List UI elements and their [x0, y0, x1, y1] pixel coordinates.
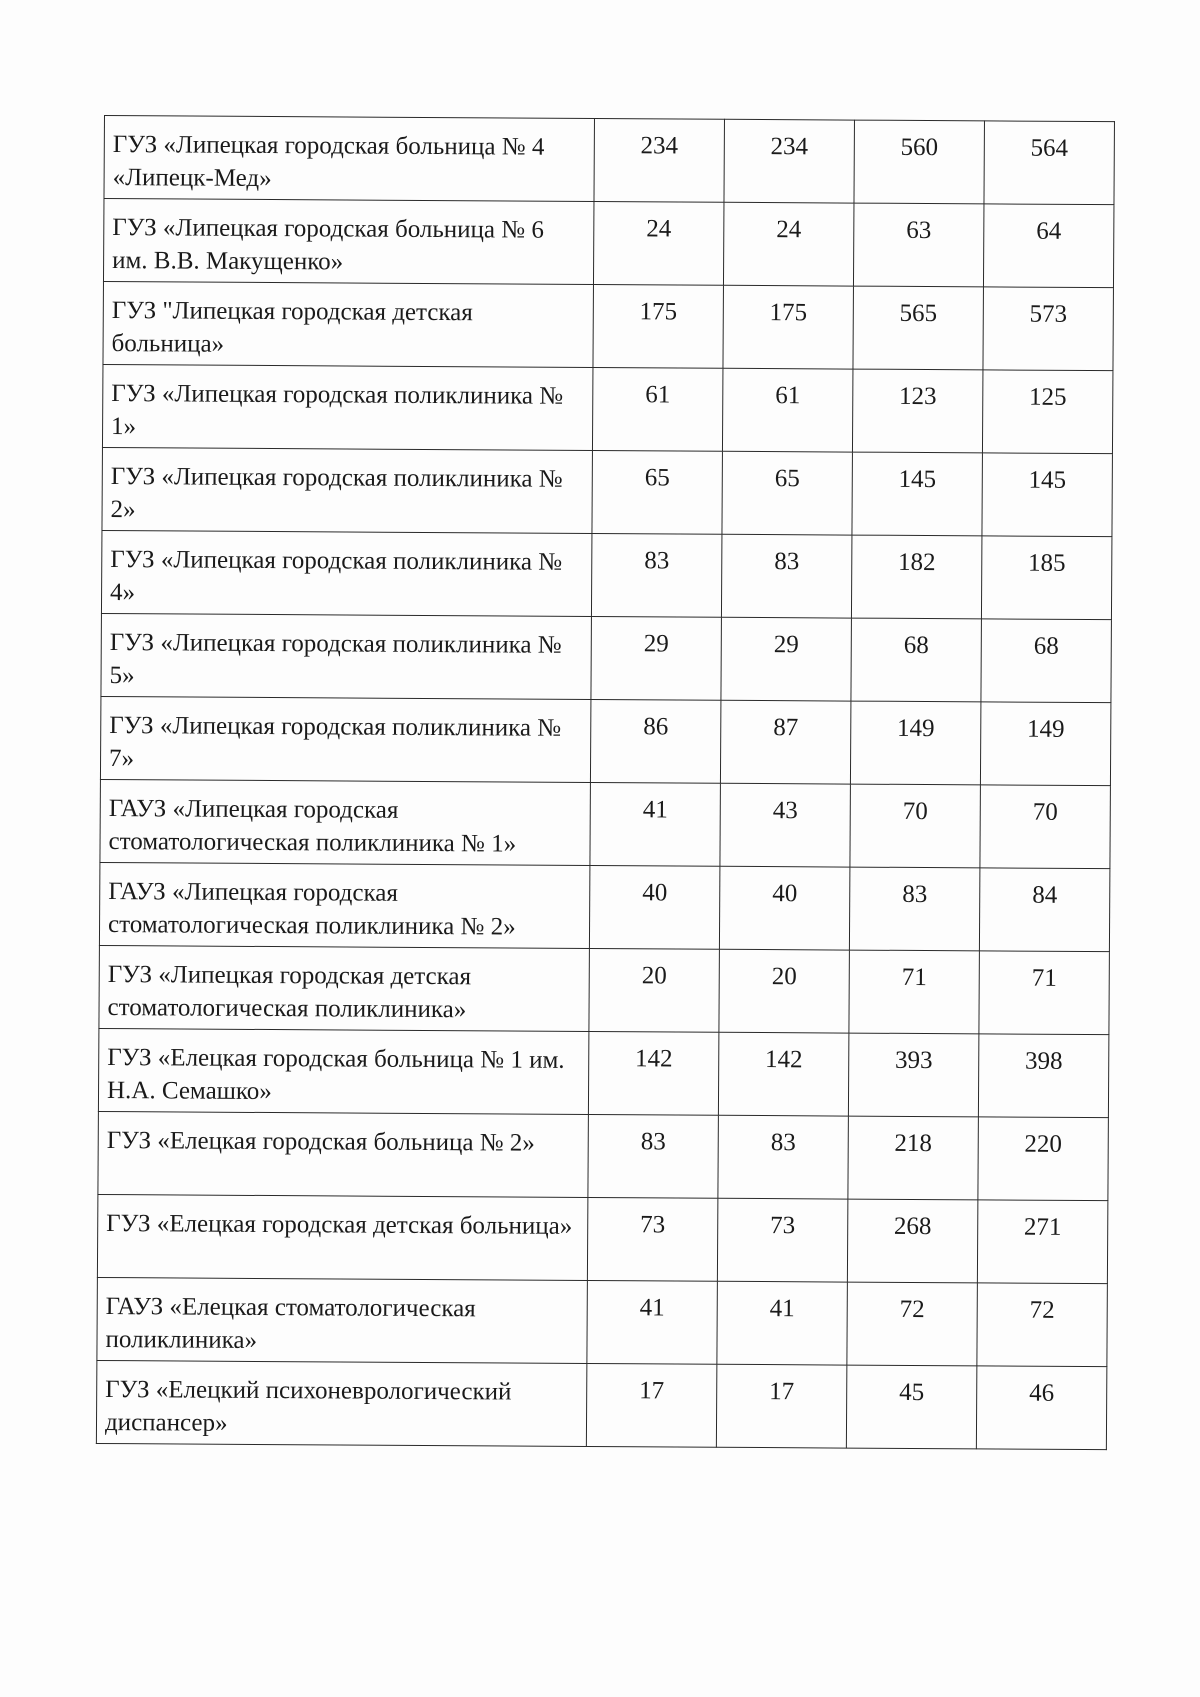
value-cell-col-4: 564	[984, 121, 1115, 205]
institution-name-cell: ГУЗ «Елецкая городская больница № 1 им. Н.А. Семашко»	[98, 1028, 588, 1114]
value-cell-col-3: 68	[851, 618, 982, 702]
institution-name-cell: ГУЗ «Елецкая городская больница № 2»	[98, 1111, 588, 1197]
institution-name-cell: ГАУЗ «Елецкая стоматологическая поликлиника»	[97, 1277, 587, 1363]
value-cell-col-1: 86	[590, 699, 721, 783]
value-cell-col-4: 149	[980, 702, 1111, 786]
table-row	[97, 1277, 1107, 1366]
table-row	[98, 1028, 1108, 1117]
institution-name-cell: ГУЗ "Липецкая городская детская больница»	[103, 281, 593, 367]
table-row	[104, 116, 1114, 205]
table-row	[102, 447, 1112, 536]
value-cell-col-4: 64	[983, 204, 1114, 288]
institution-name-cell: ГАУЗ «Липецкая городская стоматологическая поликлиника № 2»	[99, 862, 589, 948]
value-cell-col-3: 560	[854, 120, 985, 204]
institution-name-cell: ГУЗ «Липецкая городская поликлиника № 1»	[102, 364, 592, 450]
institution-name-cell: ГУЗ «Липецкая городская больница № 4 «Липецк-Мед»	[104, 116, 594, 202]
value-cell-col-3: 72	[847, 1282, 978, 1366]
value-cell-col-3: 218	[848, 1116, 979, 1200]
value-cell-col-2: 41	[717, 1281, 848, 1365]
value-cell-col-2: 24	[723, 202, 854, 286]
value-cell-col-1: 61	[592, 367, 723, 451]
value-cell-col-1: 83	[591, 533, 722, 617]
table-row	[101, 613, 1111, 702]
table-body	[96, 116, 1114, 1450]
table-row	[101, 530, 1111, 619]
value-cell-col-4: 84	[979, 868, 1110, 952]
value-cell-col-3: 145	[852, 452, 983, 536]
value-cell-col-2: 234	[724, 119, 855, 203]
institution-name-cell: ГУЗ «Елецкий психоневрологический диспансер»	[96, 1360, 586, 1446]
value-cell-col-3: 393	[848, 1033, 979, 1117]
value-cell-col-1: 20	[589, 948, 720, 1032]
table-row	[100, 779, 1110, 868]
value-cell-col-3: 123	[852, 369, 983, 453]
value-cell-col-2: 142	[718, 1032, 849, 1116]
table-row	[100, 696, 1110, 785]
value-cell-col-3: 182	[851, 535, 982, 619]
value-cell-col-4: 573	[983, 287, 1114, 371]
value-cell-col-3: 83	[849, 867, 980, 951]
value-cell-col-2: 83	[718, 1115, 849, 1199]
value-cell-col-2: 65	[722, 451, 853, 535]
value-cell-col-4: 145	[982, 453, 1113, 537]
value-cell-col-1: 234	[594, 118, 725, 202]
value-cell-col-3: 565	[853, 286, 984, 370]
table-row	[99, 945, 1109, 1034]
value-cell-col-3: 45	[846, 1365, 977, 1449]
value-cell-col-4: 398	[978, 1034, 1109, 1118]
value-cell-col-1: 41	[590, 782, 721, 866]
institution-name-cell: ГУЗ «Липецкая городская поликлиника № 7»	[100, 696, 590, 782]
institution-name-cell: ГУЗ «Липецкая городская детская стоматологическая поликлиника»	[99, 945, 589, 1031]
value-cell-col-2: 175	[723, 285, 854, 369]
value-cell-col-4: 70	[980, 785, 1111, 869]
value-cell-col-4: 68	[981, 619, 1112, 703]
value-cell-col-4: 185	[981, 536, 1112, 620]
value-cell-col-4: 72	[977, 1283, 1108, 1367]
value-cell-col-1: 65	[592, 450, 723, 534]
table-row	[97, 1194, 1107, 1283]
value-cell-col-2: 43	[720, 783, 851, 867]
value-cell-col-2: 20	[719, 949, 850, 1033]
table-row	[103, 199, 1113, 288]
table-row	[103, 281, 1113, 370]
value-cell-col-2: 83	[721, 534, 852, 618]
value-cell-col-3: 149	[850, 701, 981, 785]
value-cell-col-4: 271	[977, 1200, 1108, 1284]
value-cell-col-1: 83	[588, 1114, 719, 1198]
value-cell-col-1: 175	[593, 284, 724, 368]
value-cell-col-1: 17	[586, 1363, 717, 1447]
institution-name-cell: ГАУЗ «Липецкая городская стоматологическая поликлиника № 1»	[100, 779, 590, 865]
institution-name-cell: ГУЗ «Липецкая городская поликлиника № 5»	[101, 613, 591, 699]
value-cell-col-1: 40	[589, 865, 720, 949]
value-cell-col-1: 29	[591, 616, 722, 700]
institution-name-cell: ГУЗ «Елецкая городская детская больница»	[97, 1194, 587, 1280]
value-cell-col-1: 73	[587, 1197, 718, 1281]
value-cell-col-3: 63	[853, 203, 984, 287]
value-cell-col-4: 125	[982, 370, 1113, 454]
table-row	[98, 1111, 1108, 1200]
institutions-table	[96, 115, 1115, 1450]
table-row	[99, 862, 1109, 951]
value-cell-col-4: 71	[979, 951, 1110, 1035]
value-cell-col-4: 46	[976, 1366, 1107, 1450]
institution-name-cell: ГУЗ «Липецкая городская поликлиника № 4»	[101, 530, 591, 616]
value-cell-col-4: 220	[978, 1117, 1109, 1201]
value-cell-col-2: 17	[716, 1364, 847, 1448]
value-cell-col-1: 142	[588, 1031, 719, 1115]
institution-name-cell: ГУЗ «Липецкая городская поликлиника № 2»	[102, 447, 592, 533]
value-cell-col-2: 61	[722, 368, 853, 452]
table-row	[102, 364, 1112, 453]
value-cell-col-3: 70	[850, 784, 981, 868]
institution-name-cell: ГУЗ «Липецкая городская больница № 6 им. В.В. Макущенко»	[103, 199, 593, 285]
table-row	[96, 1360, 1106, 1449]
value-cell-col-2: 40	[719, 866, 850, 950]
value-cell-col-3: 268	[847, 1199, 978, 1283]
value-cell-col-1: 24	[593, 201, 724, 285]
value-cell-col-2: 87	[720, 700, 851, 784]
value-cell-col-2: 29	[721, 617, 852, 701]
value-cell-col-1: 41	[587, 1280, 718, 1364]
value-cell-col-2: 73	[717, 1198, 848, 1282]
value-cell-col-3: 71	[849, 950, 980, 1034]
